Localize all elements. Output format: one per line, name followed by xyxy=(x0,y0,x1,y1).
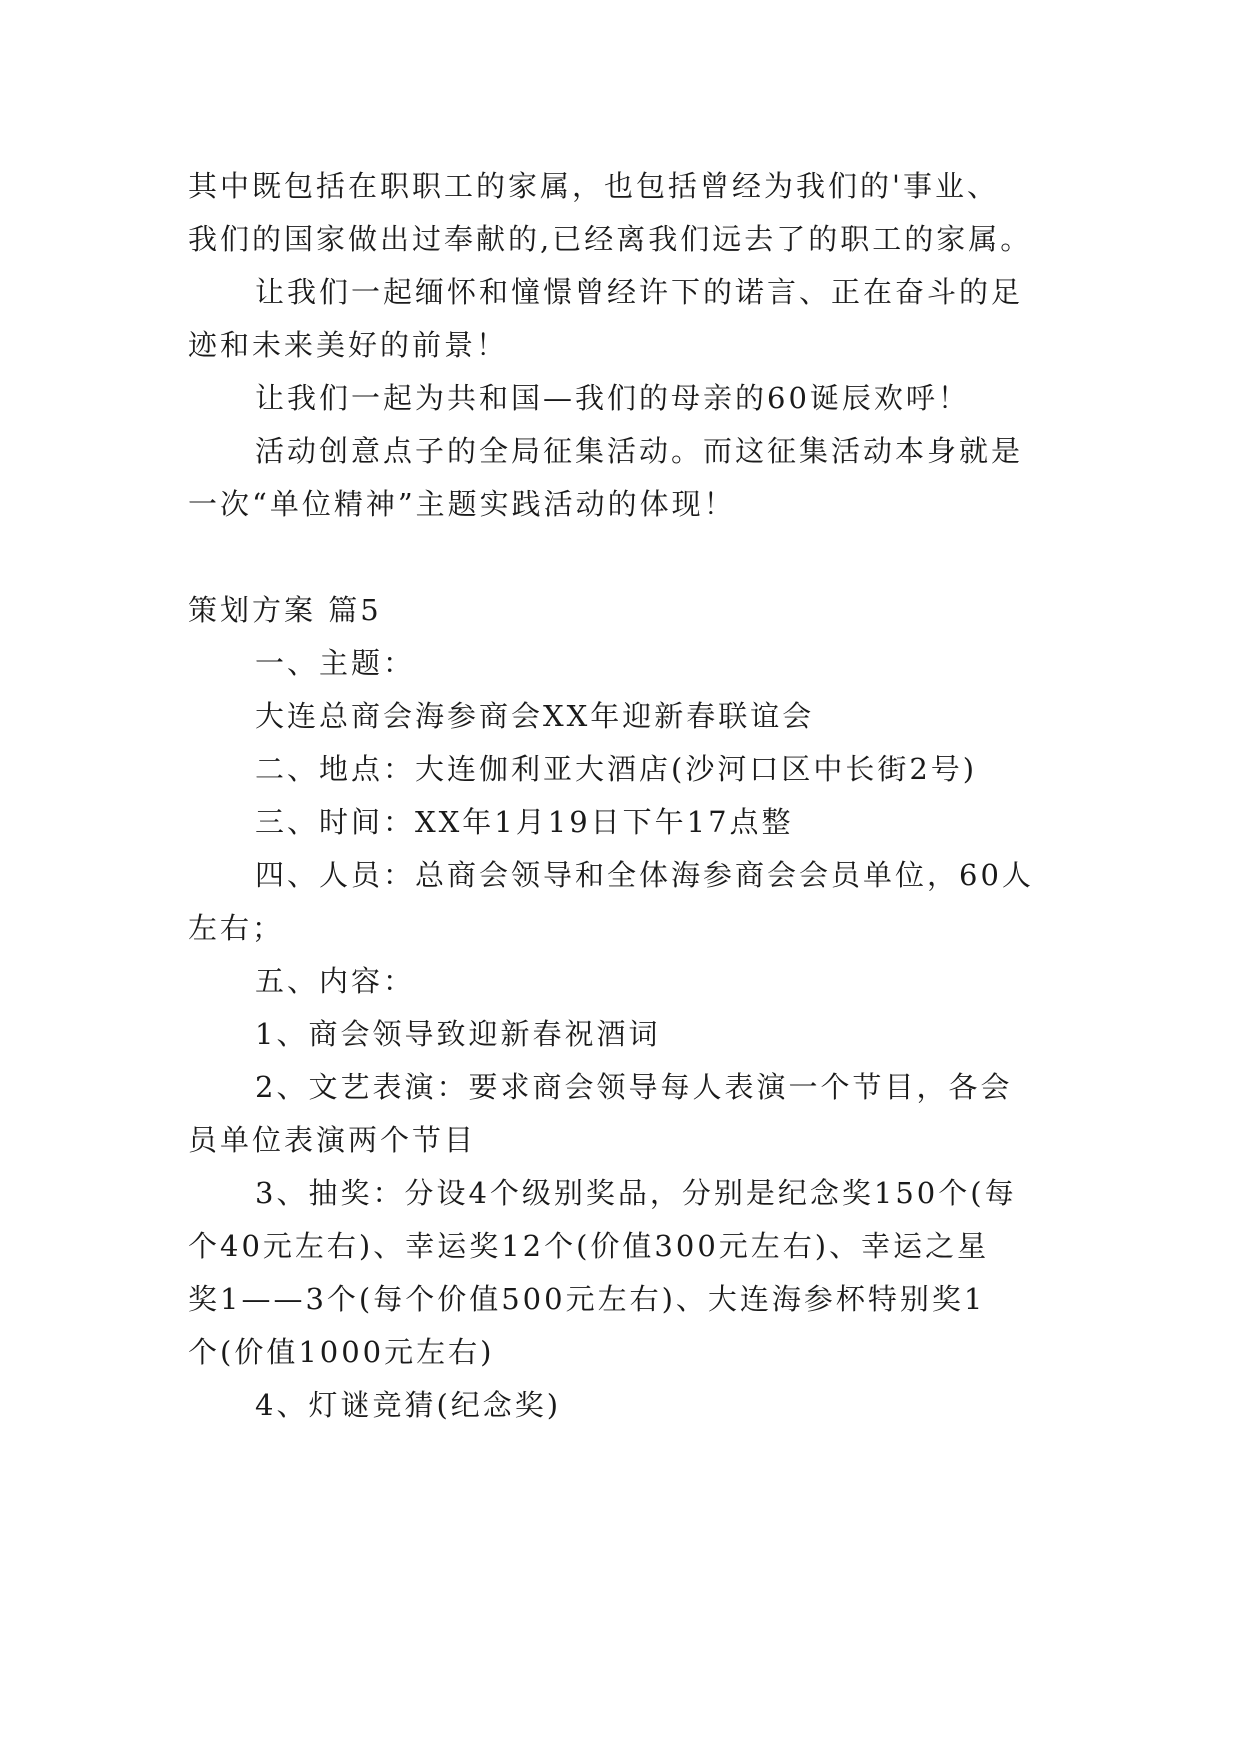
paragraph-line: 四、人员：总商会领导和全体海参商会会员单位，60人 xyxy=(255,858,1034,892)
paragraph-line: 让我们一起为共和国—我们的母亲的60诞辰欢呼！ xyxy=(255,381,970,415)
paragraph-line: 一次“单位精神”主题实践活动的体现！ xyxy=(188,487,736,521)
paragraph-line: 个40元左右)、幸运奖12个(价值300元左右)、幸运之星 xyxy=(188,1229,990,1263)
paragraph-line: 奖1——3个(每个价值500元左右)、大连海参杯特别奖1 xyxy=(188,1282,986,1316)
section-heading: 策划方案 篇5 xyxy=(188,593,382,627)
paragraph-line: 个(价值1000元左右) xyxy=(188,1335,495,1369)
paragraph-line: 三、时间：XX年1月19日下午17点整 xyxy=(255,805,794,839)
paragraph-line: 迹和未来美好的前景！ xyxy=(188,328,509,362)
paragraph-line: 二、地点：大连伽利亚大酒店(沙河口区中长街2号) xyxy=(255,752,978,786)
paragraph-line: 3、抽奖：分设4个级别奖品，分别是纪念奖150个(每 xyxy=(255,1176,1017,1210)
paragraph-line: 左右； xyxy=(188,911,285,945)
paragraph-line: 4、灯谜竞猜(纪念奖) xyxy=(255,1388,562,1422)
paragraph-line: 大连总商会海参商会XX年迎新春联谊会 xyxy=(255,699,815,733)
paragraph-line: 活动创意点子的全局征集活动。而这征集活动本身就是 xyxy=(255,434,1024,468)
paragraph-line: 让我们一起缅怀和憧憬曾经许下的诺言、正在奋斗的足 xyxy=(255,275,1024,309)
paragraph-line: 其中既包括在职职工的家属，也包括曾经为我们的'事业、 xyxy=(188,169,999,203)
paragraph-line: 一、主题： xyxy=(255,646,416,680)
paragraph-line: 员单位表演两个节目 xyxy=(188,1123,477,1157)
paragraph-line: 2、文艺表演：要求商会领导每人表演一个节目，各会 xyxy=(255,1070,1013,1104)
paragraph-line: 1、商会领导致迎新春祝酒词 xyxy=(255,1017,661,1051)
paragraph-line: 五、内容： xyxy=(255,964,416,998)
paragraph-line: 我们的国家做出过奉献的,已经离我们远去了的职工的家属。 xyxy=(188,222,1033,256)
